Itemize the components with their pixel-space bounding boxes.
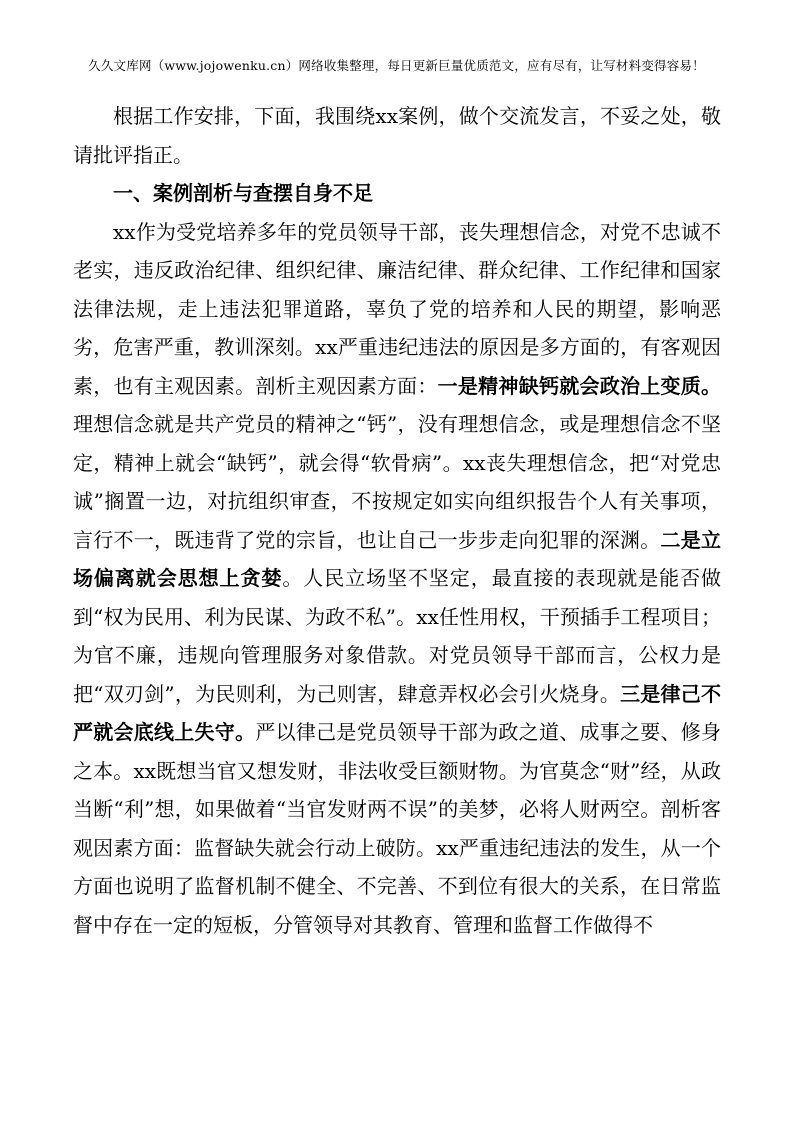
- body-text: 。人民立场坚不坚定，最直接的表现就是能否做到“权为民用、利为民谋、为政不私”。xx任性用权，干预插手工程项目；为官不廉，违规向管理服务对象借款。对党员领导干部而言，公权力是把“双刃剑”，为民则利，为己则害，肆意弄权必会引火烧身。: [73, 566, 722, 706]
- section-heading: 一、案例剖析与查摆自身不足: [113, 181, 373, 205]
- intro-paragraph: 根据工作安排，下面，我围绕xx案例，做个交流发言，不妥之处，敬请批评指正。: [73, 104, 721, 167]
- body-paragraph: [73, 213, 721, 945]
- document-body: [73, 97, 721, 944]
- point-three-heading: 三是律己不严就会底线上失守。: [73, 681, 722, 744]
- body-text: 严以律己是党员领导干部为政之道、成事之要、修身之本。xx既想当官又想发财，非法收受巨额财物。为官莫念“财”经，从政当断“利”想，如果做着“当官发财两不误”的美梦，必将人财两空。剖析客观因素方面：监督缺失就会行动上破防。xx严重违纪违法的发生，从一个方面也说明了监督机制不健全、不完善、不到位有很大的关系，在日常监督中存在一定的短板，分管领导对其教育、管理和监督工作做得不: [73, 720, 722, 937]
- page-header: 久久文库网（www.jojowenku.cn）网络收集整理，每日更新巨量优质范文，应有尽有，让写材料变得容易！: [88, 58, 705, 73]
- point-two-heading: 二是立场偏离就会思想上贪婪: [73, 527, 722, 590]
- body-text: xx作为受党培养多年的党员领导干部，丧失理想信念，对党不忠诚不老实，违反政治纪律、组织纪律、廉洁纪律、群众纪律、工作纪律和国家法律法规，走上违法犯罪道路，辜负了党的培养和人民的期望，影响恶劣，危害严重，教训深刻。xx严重违纪违法的原因是多方面的，有客观因素，也有主观因素。剖析主观因素方面：: [73, 219, 721, 398]
- body-text: 理想信念就是共产党员的精神之“钙”，没有理想信念，或是理想信念不坚定，精神上就会“缺钙”，就会得“软骨病”。xx丧失理想信念，把“对党忠诚”搁置一边，对抗组织审查，不按规定如实向组织报告个人有关事项，言行不一，既违背了党的宗旨，也让自己一步步走向犯罪的深渊。: [73, 412, 721, 552]
- point-one-heading: 一是精神缺钙就会政治上变质。: [437, 373, 722, 398]
